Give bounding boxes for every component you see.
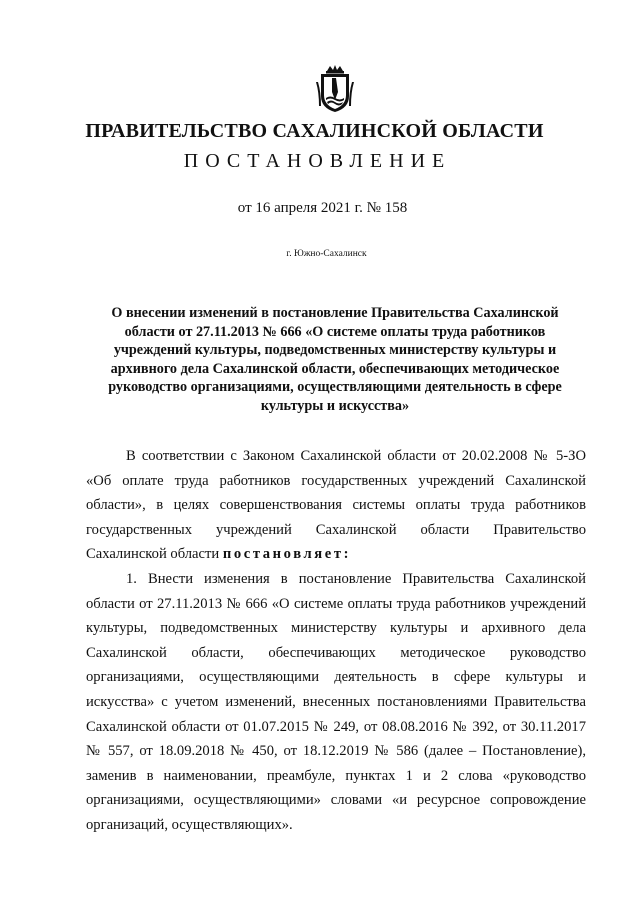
item-1-paragraph: 1. Внести изменения в постановление Правительства Сахалинской области от 27.11.2013 № 666 «О системе оплаты труда работников учреждений культуры, подведомственных министерству культуры и архивного дела Сахалинской области, обеспечивающих методическое руководство организациями, осуществляющими деятельность в сфере культуры и искусства» с учетом изменений, внесенных постановлениями Правительства Сахалинской области от 01.07.2015 № 249, от 08.08.2016 № 392, от 30.11.2017 № 557, от 18.09.2018 № 450, от 18.12.2019 № 586 (далее – Постановление), заменив в наименовании, преамбуле, пунктах 1 и 2 слова «руководство организациями, осуществляющими» словами «и ресурсное сопровождение организаций, осуществляющих». (86, 570, 586, 833)
government-title: ПРАВИТЕЛЬСТВО САХАЛИНСКОЙ ОБЛАСТИ (85, 120, 544, 142)
preamble-paragraph (86, 444, 586, 567)
document-type: ПОСТАНОВЛЕНИЕ (183, 150, 452, 172)
document-subject: О внесении изменений в постановление Правительства Сахалинской области от 27.11.2013 № 666 «О системе оплаты труда работников учреждений культуры, подведомственных министерству культуры и архивного дела Сахалинской области, обеспечивающих методическое руководство организациями, осуществляющими деятельность в сфере культуры и искусства» (108, 305, 562, 414)
preamble-decision: постановляет: (222, 546, 352, 563)
document-date-number: от 16 апреля 2021 г. № 158 (237, 200, 408, 216)
preamble-text: В соответствии с Законом Сахалинской области от 20.02.2008 № 5-ЗО «Об оплате труда работников государственных учреждений Сахалинской области», в целях совершенствования системы оплаты труда работников государственных учреждений Сахалинской области Правительство Сахалинской области (86, 448, 586, 563)
document-city: г. Южно-Сахалинск (286, 249, 367, 259)
coat-of-arms-icon (313, 62, 357, 114)
document-body (86, 444, 586, 838)
